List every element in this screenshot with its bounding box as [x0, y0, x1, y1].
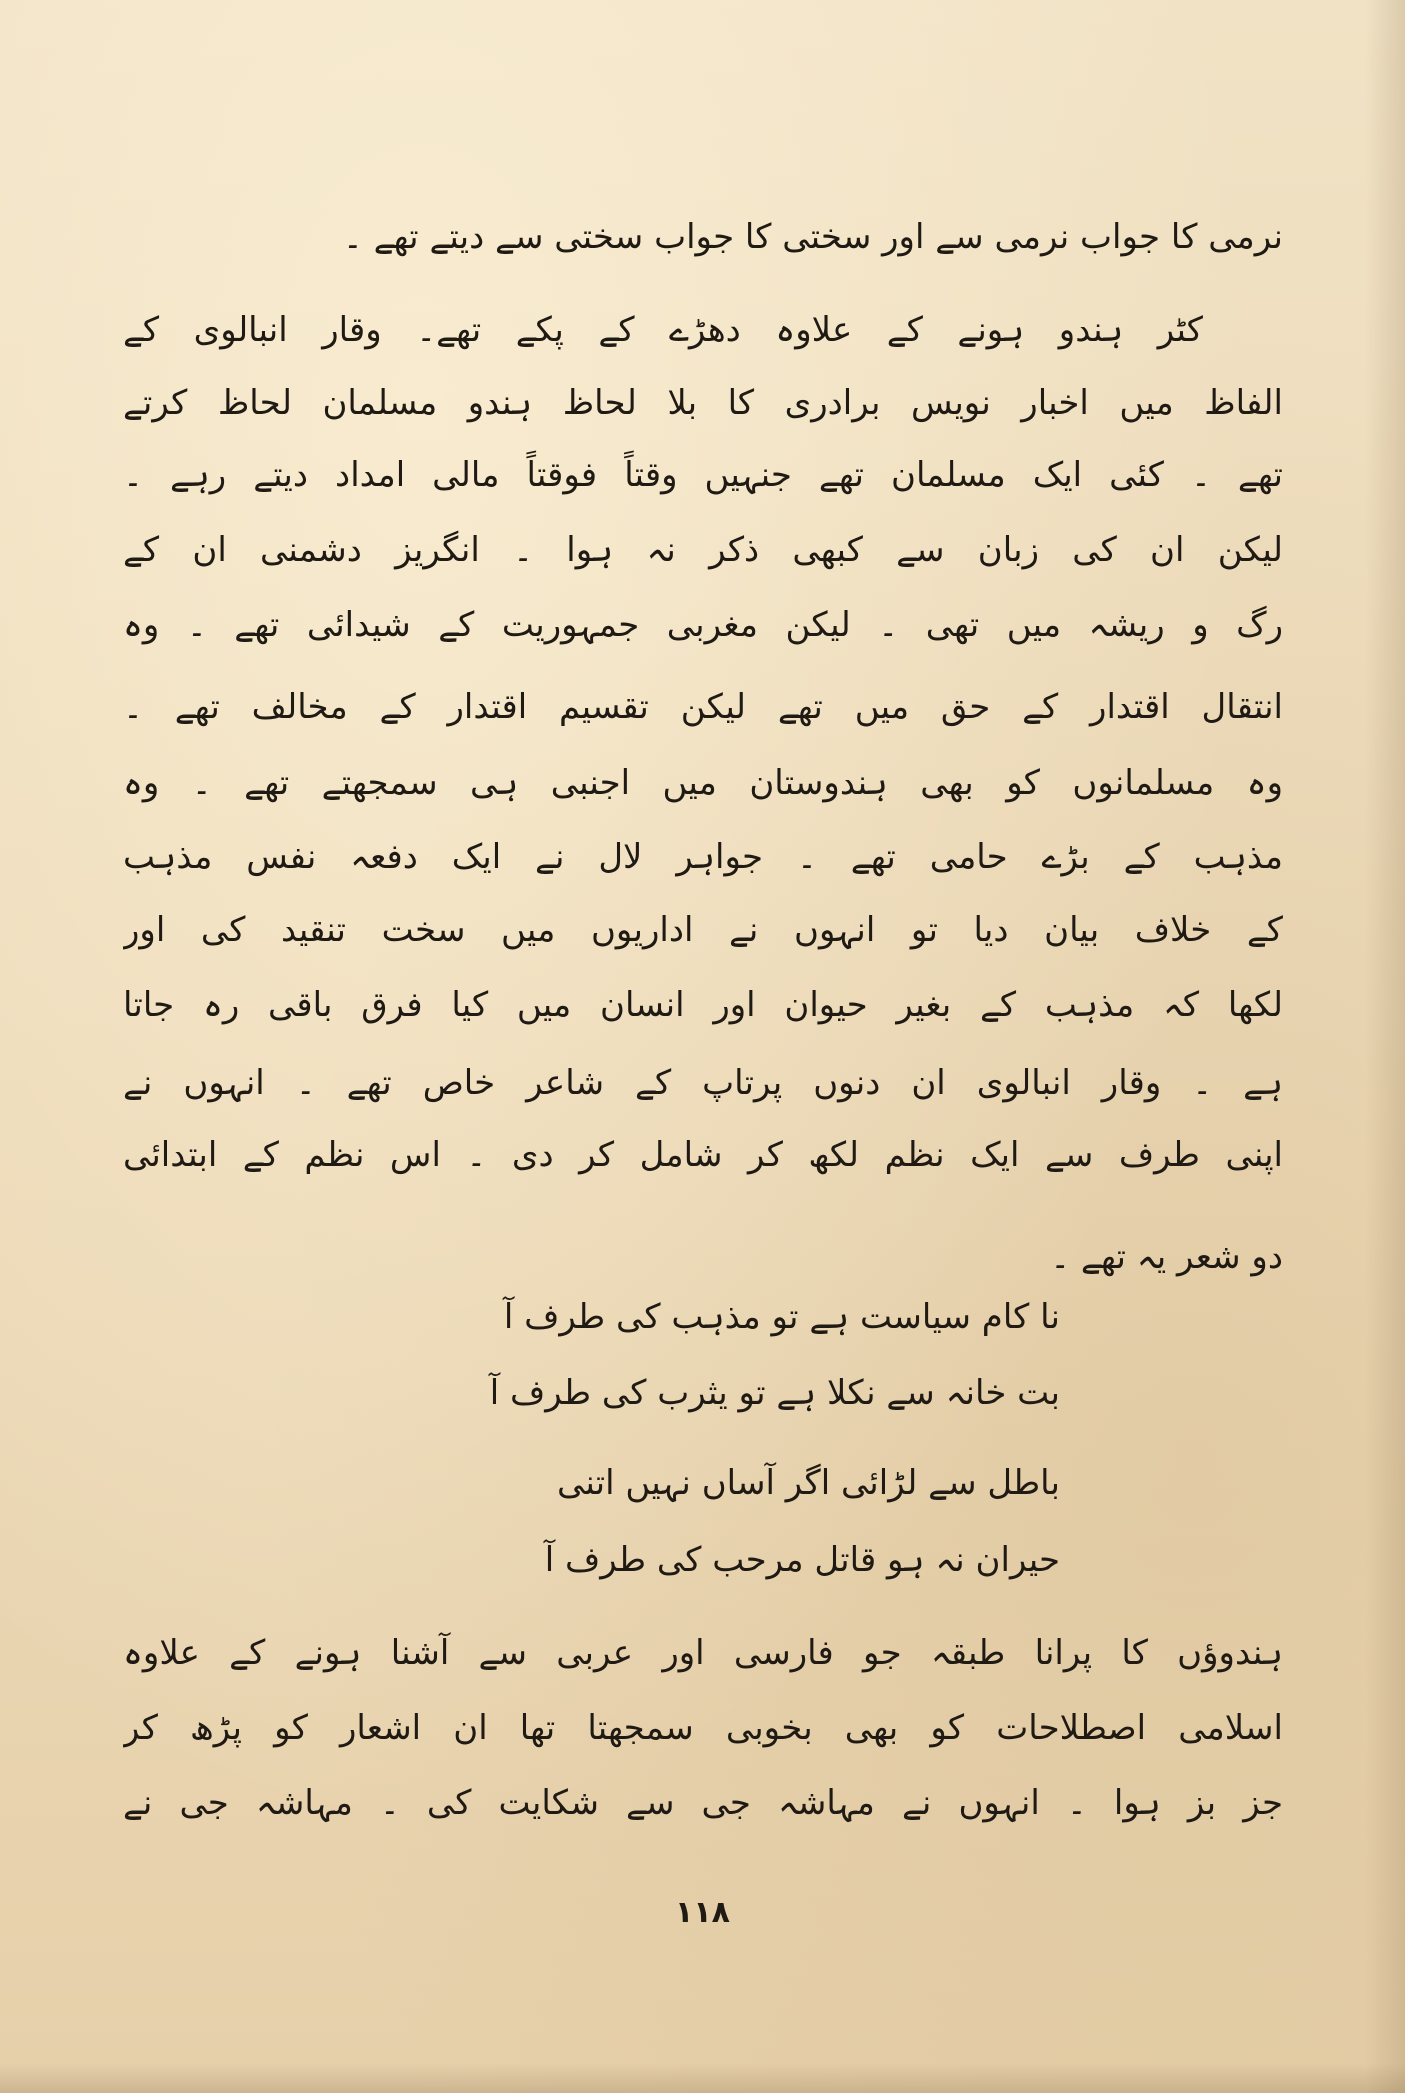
page-bottom-shadow [0, 2063, 1405, 2093]
verse-line: بت خانہ سے نکلا ہے تو یثرب کی طرف آ [489, 1373, 1060, 1413]
verse-line: باطل سے لڑائی اگر آساں نہیں اتنی [557, 1463, 1060, 1503]
text-line: نرمی کا جواب نرمی سے اور سختی کا جواب سختی سے دیتے تھے ۔ [342, 217, 1283, 257]
text-line: ہے ۔ وقار انبالوی ان دنوں پرتاپ کے شاعر خاص تھے ۔ انہوں نے [123, 1063, 1283, 1103]
text-line: لکھا کہ مذہب کے بغیر حیوان اور انسان میں کیا فرق باقی رہ جاتا [123, 985, 1283, 1025]
verse-line: نا کام سیاست ہے تو مذہب کی طرف آ [503, 1297, 1060, 1337]
text-line: کے خلاف بیان دیا تو انہوں نے اداریوں میں سخت تنقید کی اور [123, 910, 1283, 950]
text-line: اسلامی اصطلاحات کو بھی بخوبی سمجھتا تھا ان اشعار کو پڑھ کر [123, 1708, 1283, 1748]
page-number: ۱۱۸ [675, 1895, 730, 1930]
text-line: الفاظ میں اخبار نویس برادری کا بلا لحاظ ہندو مسلمان لحاظ کرتے [123, 383, 1283, 423]
text-line: کٹر ہندو ہونے کے علاوہ دھڑے کے پکے تھے۔ وقار انبالوی کے [123, 310, 1203, 350]
text-line: ہندوؤں کا پرانا طبقہ جو فارسی اور عربی سے آشنا ہونے کے علاوہ [123, 1633, 1283, 1673]
text-line: اپنی طرف سے ایک نظم لکھ کر شامل کر دی ۔ اس نظم کے ابتدائی [123, 1135, 1283, 1175]
text-line: رگ و ریشہ میں تھی ۔ لیکن مغربی جمہوریت کے شیدائی تھے ۔ وہ [123, 605, 1283, 645]
page-edge-shadow [1365, 0, 1405, 2093]
text-line: انتقال اقتدار کے حق میں تھے لیکن تقسیم اقتدار کے مخالف تھے ۔ [123, 687, 1283, 727]
text-line: لیکن ان کی زبان سے کبھی ذکر نہ ہوا ۔ انگریز دشمنی ان کے [123, 530, 1283, 570]
text-line: دو شعر یہ تھے ۔ [1050, 1237, 1283, 1277]
text-line: تھے ۔ کئی ایک مسلمان تھے جنہیں وقتاً فوقتاً مالی امداد دیتے رہے ۔ [123, 455, 1283, 495]
text-line: جز بز ہوا ۔ انہوں نے مہاشہ جی سے شکایت کی ۔ مہاشہ جی نے [123, 1783, 1283, 1823]
verse-line: حیران نہ ہو قاتل مرحب کی طرف آ [544, 1540, 1060, 1580]
text-line: وہ مسلمانوں کو بھی ہندوستان میں اجنبی ہی سمجھتے تھے ۔ وہ [123, 763, 1283, 803]
text-line: مذہب کے بڑے حامی تھے ۔ جواہر لال نے ایک دفعہ نفس مذہب [123, 837, 1283, 877]
